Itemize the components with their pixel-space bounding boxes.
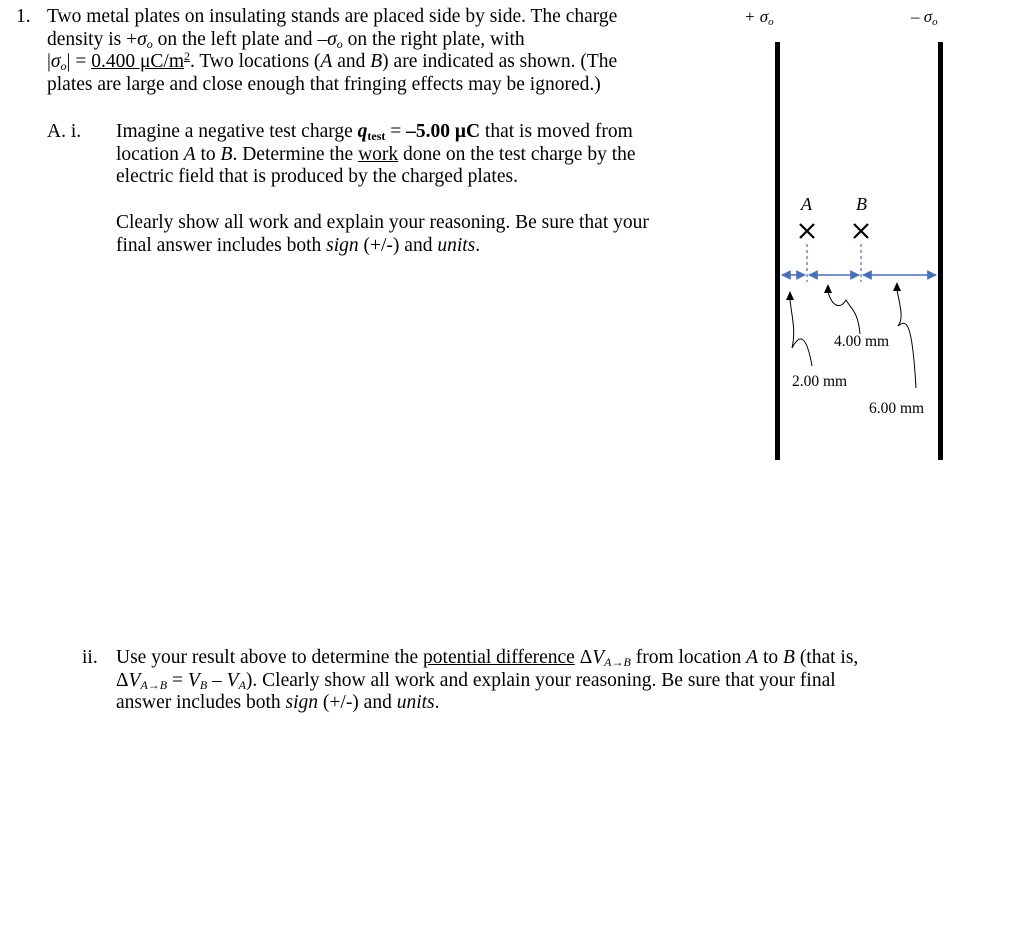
point-b-label: B xyxy=(856,194,867,214)
leader-2mm xyxy=(790,300,812,366)
v-subscript: B xyxy=(199,677,208,692)
location-b-ref: B xyxy=(370,51,383,73)
abs-bar: | xyxy=(47,51,51,73)
intro-text: plates are large and close enough that fringing effects may be ignored.) xyxy=(47,73,601,95)
leader-arrowhead-4mm xyxy=(824,284,832,293)
v-symbol: V xyxy=(592,647,605,668)
delta-symbol: Δ xyxy=(574,647,593,668)
v-subscript: A xyxy=(238,677,246,692)
part-ii-text: answer includes both xyxy=(116,692,286,714)
part-ii-text: (that is, xyxy=(794,647,859,668)
location-b-ref: B xyxy=(783,647,795,668)
distance-6mm-label: 6.00 mm xyxy=(869,400,925,417)
sigma-symbol: σ xyxy=(137,28,147,50)
abs-bar: | xyxy=(66,51,71,73)
q-subscript: test xyxy=(367,129,386,143)
equals-sign: = xyxy=(167,669,188,691)
distance-2mm-label: 2.00 mm xyxy=(792,373,848,390)
equals-sign: = xyxy=(385,121,407,142)
part-ii-text: (+/-) and xyxy=(318,692,397,714)
test-charge-value: –5.00 μC xyxy=(406,121,481,142)
intro-text: . Two locations ( xyxy=(189,51,321,73)
location-a-ref: A xyxy=(320,51,333,73)
part-a-text: . Determine the xyxy=(232,143,359,165)
part-a-text: Imagine a negative test charge xyxy=(116,121,358,142)
sigma-subscript: o xyxy=(146,36,153,51)
intro-text: density is + xyxy=(47,28,138,50)
sign-term: sign xyxy=(285,692,319,714)
v-symbol: V xyxy=(226,669,239,691)
leader-6mm xyxy=(897,290,916,388)
part-ii-text: ). Clearly show all work and explain your reasoning. Be sure that your final xyxy=(245,669,836,691)
units-term: units xyxy=(437,234,476,256)
intro-text: Two metal plates on insulating stands are placed side by side. The charge xyxy=(47,6,618,27)
sigma-subscript: o xyxy=(60,59,67,74)
intro-text: ) are indicated as shown. (The xyxy=(382,51,618,73)
right-plate-label: – σo xyxy=(911,7,938,28)
part-a-text: to xyxy=(195,143,221,165)
distance-4mm-label: 4.00 mm xyxy=(834,333,890,350)
units-term: units xyxy=(396,692,435,714)
leader-arrowhead-6mm xyxy=(893,282,901,291)
v-subscript: A→B xyxy=(140,677,168,692)
equals-sign: = xyxy=(70,51,92,73)
minus-sign: – xyxy=(317,28,328,50)
location-a-ref: A xyxy=(746,647,759,668)
part-a-text: done on the test charge by the xyxy=(398,143,636,165)
part-a-text: electric field that is produced by the charged plates. xyxy=(116,166,518,188)
point-a-label: A xyxy=(801,194,812,214)
instruction-text: . xyxy=(475,234,481,256)
sign-term: sign xyxy=(326,234,359,256)
exponent: 2 xyxy=(183,49,190,64)
minus-sign: – xyxy=(207,669,227,691)
positive-plate xyxy=(775,42,780,460)
instruction-text: Clearly show all work and explain your reasoning. Be sure that your xyxy=(116,212,649,233)
sigma-symbol: σ xyxy=(50,51,61,73)
intro-text: and xyxy=(332,51,371,73)
q-symbol: q xyxy=(357,121,368,142)
leader-arrowhead-2mm xyxy=(786,291,794,300)
instruction-text: (+/-) and xyxy=(358,234,438,256)
left-plate-label: + σo xyxy=(744,7,774,28)
potential-difference-term: potential difference xyxy=(423,647,575,668)
point-b-marker xyxy=(854,224,868,238)
part-ii-text: to xyxy=(758,647,784,668)
work-term: work xyxy=(358,143,399,165)
location-b-ref: B xyxy=(220,143,233,165)
sigma-subscript: o xyxy=(336,36,343,51)
part-a-text: location xyxy=(116,143,184,165)
instruction-text: final answer includes both xyxy=(116,234,327,256)
intro-text: on the right plate, with xyxy=(342,28,525,50)
part-ii-text: from location xyxy=(630,647,747,668)
delta-symbol: Δ xyxy=(116,669,129,691)
v-symbol: V xyxy=(128,669,141,691)
part-ii-text: Use your result above to determine the xyxy=(116,647,424,668)
part-ii-label: ii. xyxy=(82,647,98,668)
negative-plate xyxy=(938,42,943,460)
v-subscript: A→B xyxy=(604,655,631,669)
intro-text: on the left plate and xyxy=(152,28,318,50)
location-a-ref: A xyxy=(183,143,196,165)
part-ii-text: . xyxy=(434,692,440,714)
part-a-text: that is moved from xyxy=(480,121,633,142)
leader-4mm xyxy=(828,292,860,334)
problem-number: 1. xyxy=(16,6,31,27)
v-symbol: V xyxy=(187,669,200,691)
part-a-label: A. i. xyxy=(47,121,82,142)
point-a-marker xyxy=(800,224,814,238)
charge-density-value: 0.400 μC/m xyxy=(91,51,184,73)
sigma-symbol: σ xyxy=(327,28,337,50)
